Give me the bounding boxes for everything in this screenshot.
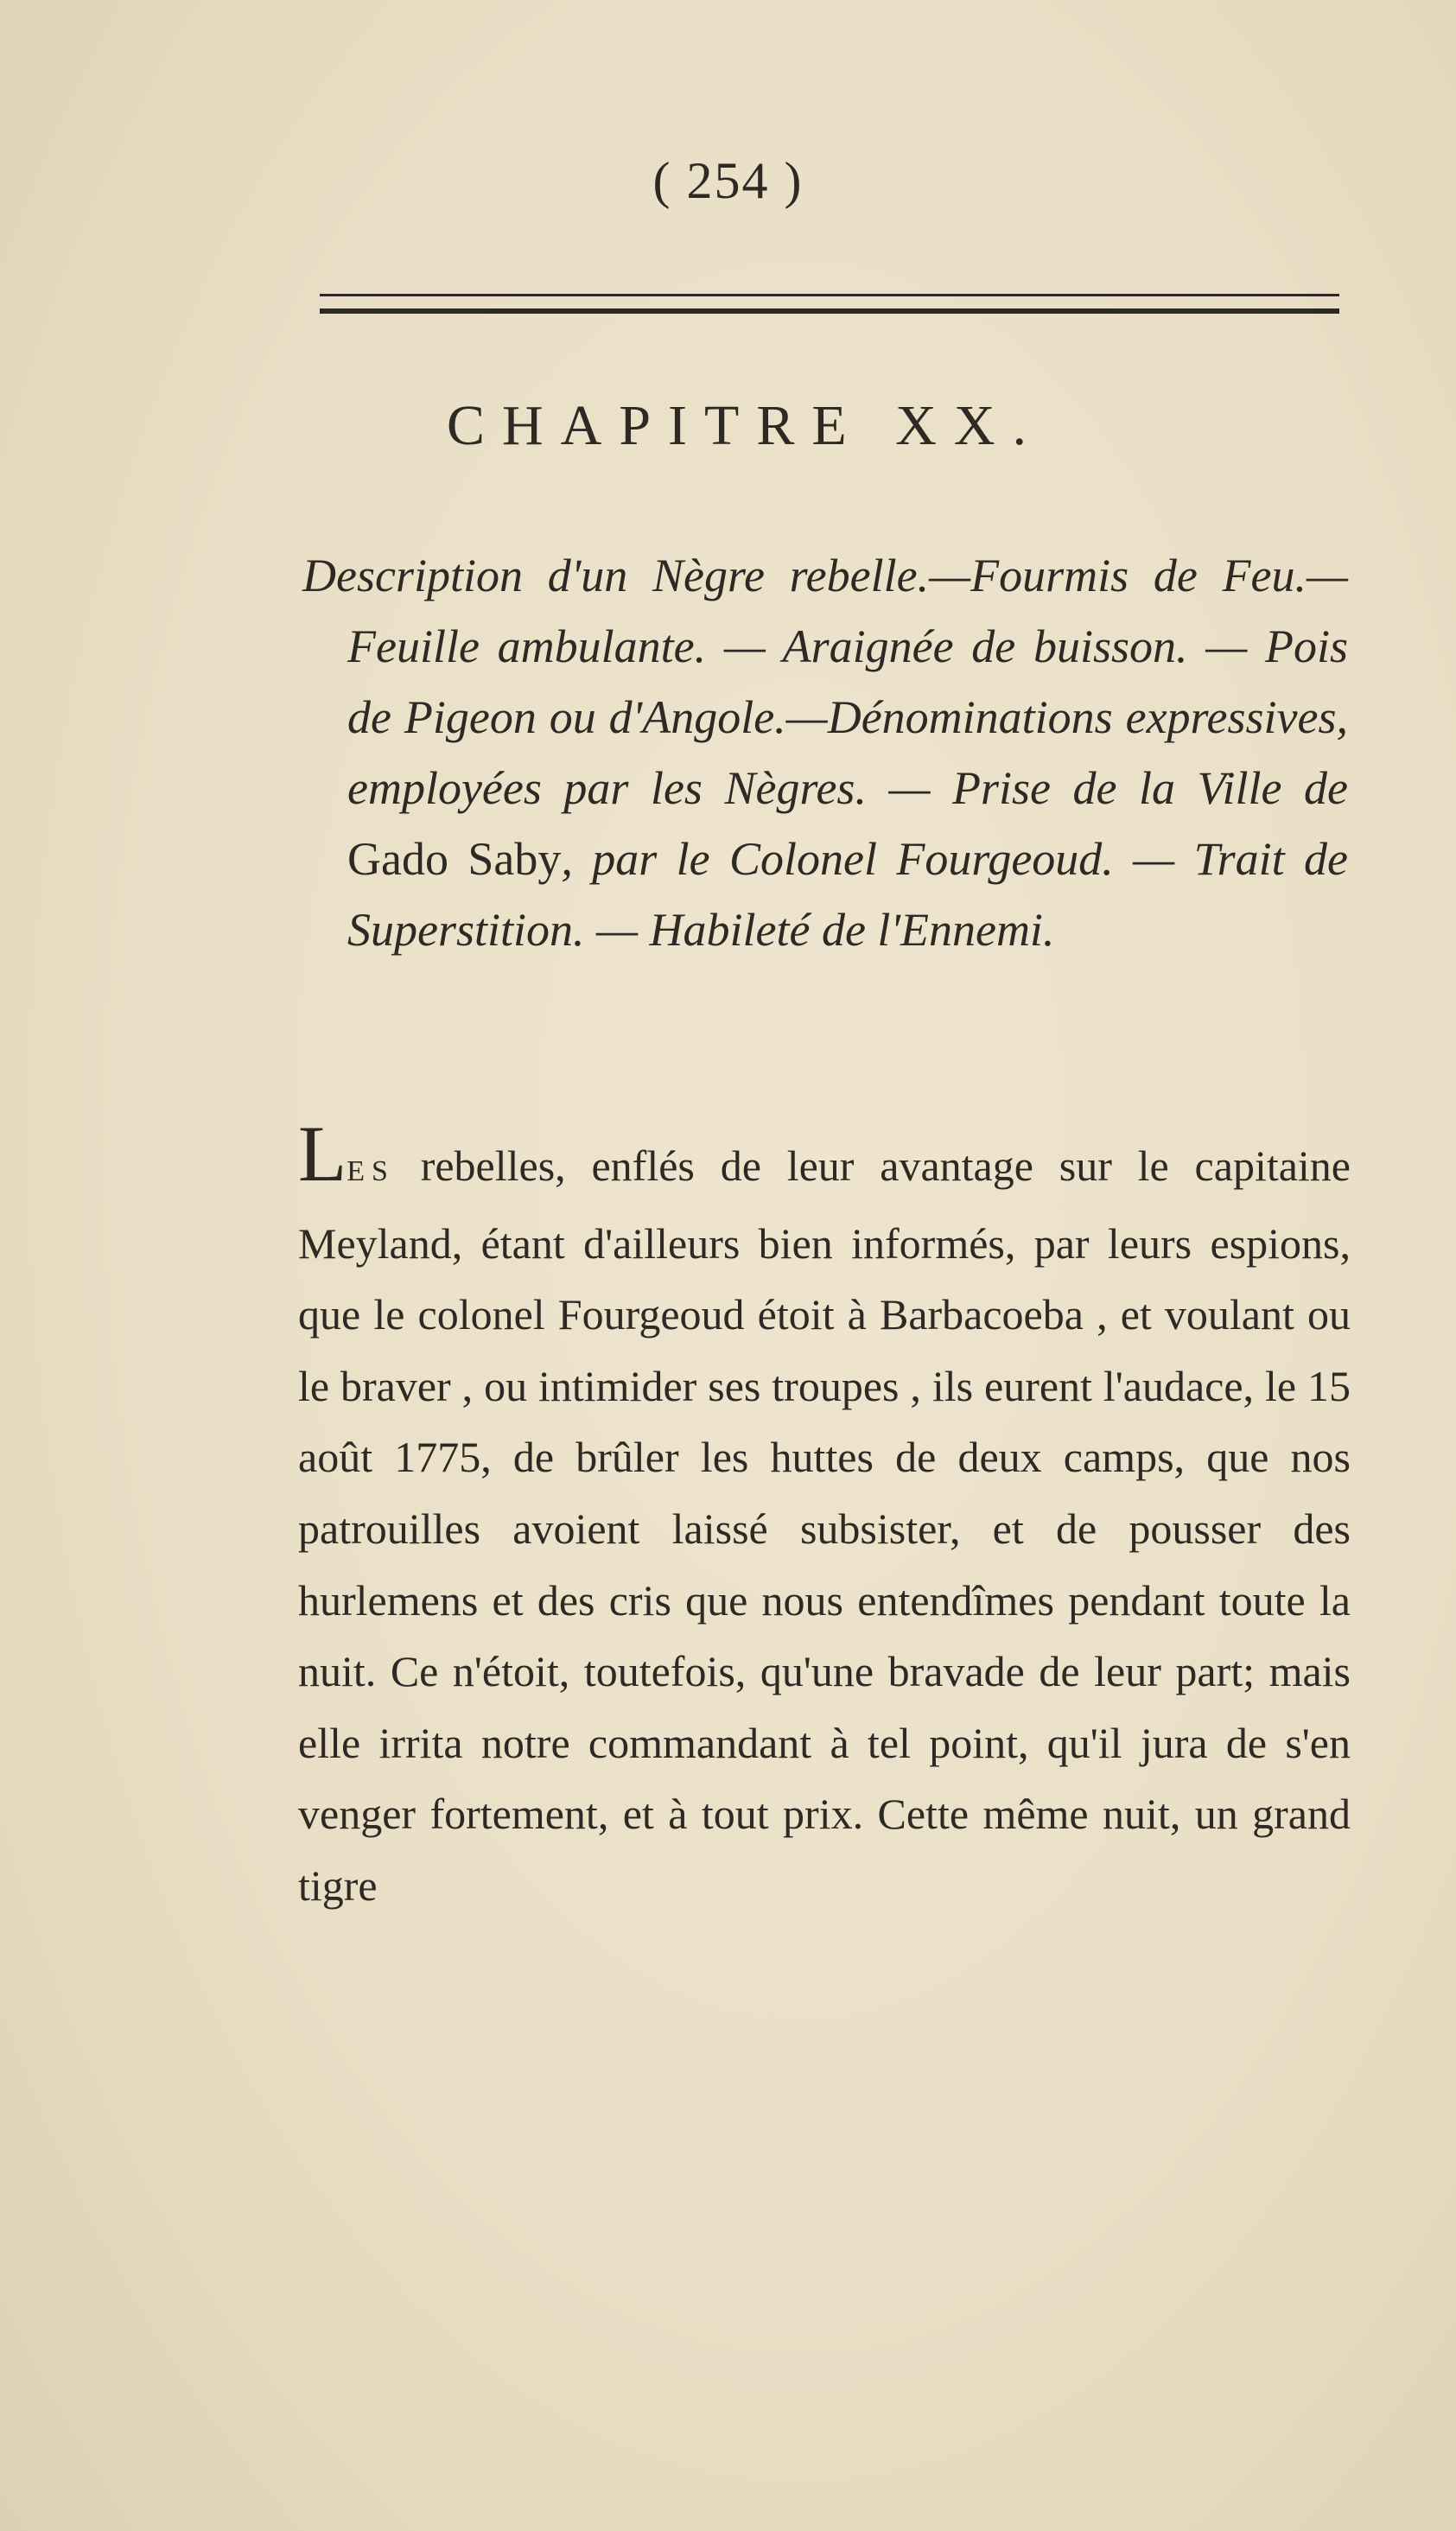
- page-number: ( 254 ): [652, 152, 804, 209]
- summary-part-2: , par le Colonel Fourgeoud. — Trait de Superstition. — Habileté de l'Ennemi.: [347, 833, 1348, 956]
- body-text: rebelles, enflés de leur avantage sur le capitaine Meyland, étant d'ailleurs bien informés, par leurs espions, que le colonel Fourgeoud étoit à Barbacoeba , et voulant ou le braver , ou intimider ses troupes , ils eurent l'audace, le 15 août 1775, de brûler les huttes de deux camps, que nos patrouilles avoient laissé subsister, et de pousser des hurlemens et des cris que nous entendîmes pendant toute la nuit. Ce n'étoit, toutefois, qu'une bravade de leur part; mais elle irrita notre commandant à tel point, qu'il jura de s'en venger fortement, et à tout prix. Cette même nuit, un grand tigre: [298, 1141, 1351, 1910]
- opening-small-caps: ES: [347, 1155, 395, 1187]
- header-double-rule: [320, 294, 1339, 314]
- summary-part-1: Description d'un Nègre rebelle.—Fourmis de Feu.—Feuille ambulante. — Araignée de buisson. — Pois de Pigeon ou d'Angole.—Dénominations expressives, employées par les Nègres. — Prise de la Ville de: [302, 550, 1348, 814]
- drop-cap: L: [298, 1110, 347, 1198]
- chapter-summary: [302, 540, 1348, 965]
- summary-place-name: Gado Saby: [347, 833, 562, 885]
- chapter-title: CHAPITRE XX.: [446, 394, 1044, 457]
- body-paragraph: [298, 1110, 1351, 1922]
